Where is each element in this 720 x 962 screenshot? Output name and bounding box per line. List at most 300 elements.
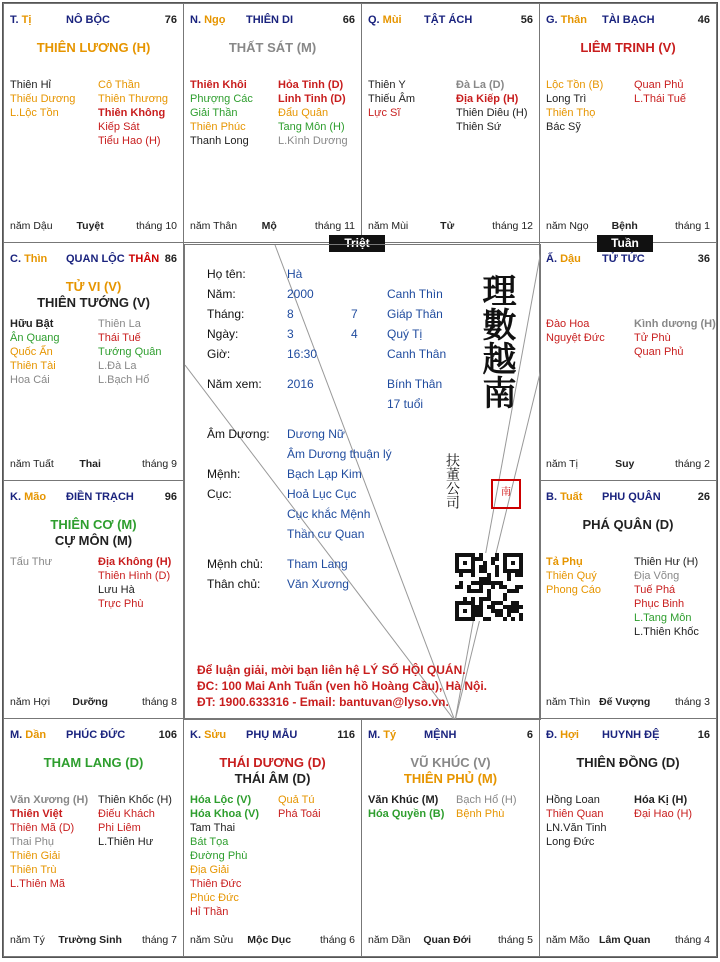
minor-star: Thiên Sứ: [456, 121, 502, 133]
palace-truong-sinh: Quan Đới: [423, 934, 472, 946]
minor-star: Trực Phù: [98, 598, 144, 610]
palace-age: 106: [158, 729, 177, 741]
main-star: THIÊN PHỦ (M): [403, 771, 498, 786]
hour-can: Canh Thân: [387, 347, 447, 361]
main-star: CỰ MÔN (M): [54, 533, 133, 548]
palace-footer: [10, 696, 177, 710]
palace-branch: [546, 253, 581, 265]
palace-header: [10, 729, 177, 745]
minor-star: Phúc Đức: [190, 892, 239, 904]
palace-age: 16: [697, 729, 710, 741]
star-column-left: [10, 317, 98, 387]
minor-star: Giải Thần: [190, 107, 238, 119]
minor-star: Thiên Giải: [10, 850, 61, 862]
main-stars: [184, 40, 361, 56]
minor-star: Bệnh Phù: [456, 808, 505, 820]
minor-star: Hóa Quyền (B): [368, 808, 445, 820]
palace-age: 46: [697, 14, 710, 26]
minor-star: Thiên Y: [368, 79, 406, 91]
palace-stem: Đ.: [546, 729, 561, 741]
minor-star: Bát Tọa: [190, 836, 229, 848]
palace-branch-name: Dần: [25, 729, 47, 741]
star-column-left: [546, 317, 634, 345]
minor-star: Địa Không (H): [98, 556, 172, 568]
palace-stem: Ấ.: [546, 253, 561, 265]
star-column-left: [368, 78, 456, 120]
star-column-left: [546, 555, 634, 597]
palace-year: năm Mão: [546, 934, 590, 946]
minor-star: L.Thái Tuế: [634, 93, 686, 105]
minor-star: Đà La (D): [456, 79, 505, 91]
palace-year: năm Tý: [10, 934, 45, 946]
year-can: Canh Thìn: [387, 287, 443, 301]
minor-star: Thiên Đức: [190, 878, 242, 890]
minor-star: Hóa Khoa (V): [190, 808, 260, 820]
minor-star: Thiên Trù: [10, 864, 57, 876]
palace-header: [10, 491, 177, 507]
main-star: TỬ VI (V): [65, 279, 122, 294]
minor-star: Thiên Quý: [546, 570, 597, 582]
minor-star: Tấu Thư: [10, 556, 53, 568]
minor-star: Lộc Tồn (B): [546, 79, 604, 91]
minor-star: Tử Phù: [634, 332, 671, 344]
palace-branch-name: Mão: [24, 491, 47, 503]
name-value: Hà: [287, 267, 303, 281]
minor-star: Hồng Loan: [546, 794, 600, 806]
palace-footer: [190, 220, 355, 234]
palace-truong-sinh: Tuyệt: [76, 220, 104, 232]
palace-stem: G.: [546, 14, 561, 26]
main-stars: [4, 279, 183, 311]
palace-branch: [10, 14, 31, 26]
minor-star: L.Đà La: [98, 360, 137, 372]
minor-star: Hữu Bật: [10, 318, 54, 330]
palace-header: [546, 253, 710, 269]
palace-month: tháng 10: [136, 220, 177, 232]
minor-star: Phong Cáo: [546, 584, 602, 596]
palace-stem: N.: [190, 14, 205, 26]
minor-star: Thiên La: [98, 318, 141, 330]
palace-mao[interactable]: [3, 480, 184, 719]
minor-star: Thiên Việt: [10, 808, 63, 820]
main-star: THÁI DƯƠNG (D): [219, 755, 326, 770]
minor-star: Linh Tinh (D): [278, 93, 346, 105]
qr-code-icon: [455, 553, 523, 621]
minor-star: Quả Tú: [278, 794, 315, 806]
palace-truong-sinh: Trường Sinh: [58, 934, 122, 946]
palace-age: 56: [520, 14, 533, 26]
main-stars: [4, 40, 183, 56]
palace-age: 6: [526, 729, 533, 741]
star-column-right: [278, 78, 362, 148]
palace-branch: [190, 14, 225, 26]
main-star: THAM LANG (D): [43, 755, 144, 770]
minor-star: Thiếu Âm: [368, 93, 416, 105]
palace-branch: [10, 491, 46, 503]
star-column-right: [634, 555, 717, 639]
palace-mui[interactable]: [361, 3, 540, 243]
cuc-value: Hoả Lục Cục: [287, 487, 357, 501]
minor-star: Hỏa Tinh (D): [278, 79, 344, 91]
star-column-right: [634, 317, 717, 359]
menh-label: Mệnh:: [207, 467, 241, 481]
palace-name: THIÊN DI: [246, 14, 294, 26]
palace-ti[interactable]: [3, 3, 184, 243]
star-column-left: [546, 793, 634, 849]
minor-star: Nguyệt Đức: [546, 332, 605, 344]
minor-star: Thiên Khôi: [190, 79, 247, 91]
palace-name: ĐIỀN TRẠCH: [66, 491, 134, 503]
main-star: VŨ KHÚC (V): [410, 755, 491, 770]
palace-truong-sinh: Tử: [440, 220, 455, 232]
minor-star: L.Thiên Hư: [98, 836, 154, 848]
day-lunar: 4: [351, 327, 358, 341]
palace-month: tháng 9: [141, 458, 177, 470]
day-label: Ngày:: [207, 327, 239, 341]
palace-header: [190, 729, 355, 745]
star-column-right: [98, 317, 184, 387]
palace-year: năm Thân: [190, 220, 238, 232]
palace-stem: T.: [10, 14, 22, 26]
day-can: Quý Tị: [387, 327, 423, 341]
minor-star: Bác Sỹ: [546, 121, 581, 133]
minor-star: Thiên Hỉ: [10, 79, 51, 91]
palace-month: tháng 1: [674, 220, 710, 232]
palace-branch-name: Dậu: [560, 253, 581, 265]
minor-star: Thiên Phúc: [190, 121, 246, 133]
view-year-label: Năm xem:: [207, 377, 262, 391]
minor-star: Tuế Phá: [634, 584, 676, 596]
palace-header: [546, 491, 710, 507]
palace-thin[interactable]: [3, 242, 184, 481]
palace-dan[interactable]: [3, 718, 184, 957]
palace-header: [10, 253, 177, 269]
minor-star: Tang Môn (H): [278, 121, 345, 133]
minor-star: Phượng Các: [190, 93, 253, 105]
tuan-tag: Tuần: [597, 235, 653, 252]
minor-star: Kình dương (H): [634, 318, 716, 330]
star-column-right: [634, 793, 717, 821]
minor-star: Đẩu Quân: [278, 107, 329, 119]
palace-footer: [190, 934, 355, 948]
palace-truong-sinh: Bệnh: [611, 220, 638, 232]
palace-footer: [368, 220, 533, 234]
palace-tuat[interactable]: [539, 480, 717, 719]
palace-header: [546, 14, 710, 30]
palace-footer: [546, 934, 710, 948]
palace-year: năm Sửu: [190, 934, 234, 946]
than-marker: THÂN: [128, 253, 160, 265]
palace-age: 86: [164, 253, 177, 265]
palace-footer: [10, 220, 177, 234]
amduong-label: Âm Dương:: [207, 427, 270, 441]
main-stars: [362, 755, 539, 787]
minor-star: Hóa Kị (H): [634, 794, 688, 806]
center-panel: [184, 244, 541, 720]
palace-month: tháng 7: [141, 934, 177, 946]
palace-branch: [10, 729, 46, 741]
palace-year: năm Hợi: [10, 696, 51, 708]
palace-truong-sinh: Dưỡng: [72, 696, 108, 708]
star-column-left: [10, 793, 98, 891]
palace-year: năm Tị: [546, 458, 578, 470]
palace-branch: [546, 729, 579, 741]
minor-star: Thiên Diêu (H): [456, 107, 528, 119]
palace-name: PHÚC ĐỨC: [66, 729, 126, 741]
minor-star: Ân Quang: [10, 332, 60, 344]
palace-stem: C.: [10, 253, 25, 265]
star-column-right: [634, 78, 717, 106]
minor-star: Tam Thai: [190, 822, 236, 834]
star-column-right: [278, 793, 362, 821]
thanchu-label: Thân chủ:: [207, 577, 261, 591]
minor-star: Tiểu Hao (H): [98, 135, 161, 147]
palace-branch: [190, 729, 226, 741]
main-star: THẤT SÁT (M): [228, 40, 317, 55]
minor-star: Văn Xương (H): [10, 794, 89, 806]
star-column-left: [546, 78, 634, 134]
palace-footer: [10, 458, 177, 472]
palace-branch-name: Mùi: [382, 14, 402, 26]
month-lunar: 7: [351, 307, 358, 321]
palace-age: 116: [337, 729, 355, 741]
palace-header: [368, 14, 533, 30]
palace-branch: [368, 14, 402, 26]
month-value: 8: [287, 307, 294, 321]
palace-stem: B.: [546, 491, 561, 503]
palace-stem: M.: [10, 729, 26, 741]
minor-star: LN.Văn Tinh: [546, 822, 607, 834]
month-can: Giáp Thân: [387, 307, 443, 321]
palace-month: tháng 6: [319, 934, 355, 946]
star-column-left: [190, 793, 278, 919]
minor-star: Địa Giải: [190, 864, 230, 876]
main-star: LIÊM TRINH (V): [580, 40, 676, 55]
palace-year: năm Ngọ: [546, 220, 589, 232]
palace-name: TẬT ÁCH: [424, 14, 473, 26]
minor-star: Thiên Khốc (H): [98, 794, 172, 806]
minor-star: Kiếp Sát: [98, 121, 140, 133]
main-star: PHÁ QUÂN (D): [582, 517, 674, 532]
minor-star: Địa Võng: [634, 570, 680, 582]
name-label: Họ tên:: [207, 267, 246, 281]
star-column-right: [98, 78, 184, 148]
minor-star: L.Kình Dương: [278, 135, 348, 147]
star-column-right: [98, 555, 184, 611]
minor-star: L.Thiên Mã: [10, 878, 66, 890]
calligraphy-seal: 理數越南: [476, 273, 516, 409]
minor-star: Thiên Không: [98, 107, 166, 119]
palace-truong-sinh: Mộ: [261, 220, 277, 232]
palace-branch: [546, 14, 587, 26]
palace-month: tháng 11: [314, 220, 355, 232]
minor-star: Phá Toái: [278, 808, 321, 820]
palace-branch: [368, 729, 396, 741]
palace-year: năm Dậu: [10, 220, 53, 232]
minor-star: L.Thiên Khốc: [634, 626, 699, 638]
contact-line-1: Để luận giải, mời bạn liên hệ LÝ SỐ HỘI QUÁN.: [197, 663, 466, 677]
minor-star: Thiên Hình (D): [98, 570, 171, 582]
palace-branch-name: Tý: [383, 729, 397, 741]
minor-star: Long Trì: [546, 93, 587, 105]
palace-branch-name: Thìn: [24, 253, 48, 265]
minor-star: Long Đức: [546, 836, 595, 848]
main-stars: [540, 517, 716, 533]
star-column-left: [368, 793, 456, 821]
palace-branch-name: Ngọ: [204, 14, 226, 26]
minor-star: Quan Phủ: [634, 79, 684, 91]
palace-dau[interactable]: [539, 242, 717, 481]
minor-star: Bạch Hổ (H): [456, 794, 517, 806]
palace-than[interactable]: [539, 3, 717, 243]
minor-star: Thiếu Dương: [10, 93, 76, 105]
palace-stem: K.: [10, 491, 25, 503]
palace-stem: Q.: [368, 14, 383, 26]
minor-star: Đường Phù: [190, 850, 248, 862]
palace-header: [190, 14, 355, 30]
palace-truong-sinh: Lâm Quan: [599, 934, 651, 946]
palace-name: HUYNH ĐỆ: [602, 729, 660, 741]
amduong-note: Âm Dương thuận lý: [287, 447, 392, 461]
palace-year: năm Thìn: [546, 696, 591, 708]
palace-branch: [546, 491, 582, 503]
palace-truong-sinh: Mộc Dục: [247, 934, 292, 946]
palace-footer: [546, 696, 710, 710]
main-stars: [540, 40, 716, 56]
star-column-right: [456, 793, 540, 821]
palace-name: NÔ BỘC: [66, 14, 110, 26]
palace-hoi[interactable]: [539, 718, 717, 957]
age-value: 17 tuổi: [387, 397, 424, 411]
minor-star: L.Tang Môn: [634, 612, 692, 624]
minor-star: Thiên Hư (H): [634, 556, 699, 568]
palace-month: tháng 12: [492, 220, 533, 232]
palace-month: tháng 2: [674, 458, 710, 470]
contact-line-2: ĐC: 100 Mai Anh Tuấn (ven hồ Hoàng Cầu), Hà Nội.: [197, 679, 488, 693]
contact-line-3: ĐT: 1900.633316 - Email: bantuvan@lyso.vn.: [197, 695, 449, 709]
palace-year: năm Mùi: [368, 220, 409, 232]
day-value: 3: [287, 327, 294, 341]
minor-star: Phi Liêm: [98, 822, 141, 834]
palace-truong-sinh: Suy: [615, 458, 635, 470]
hour-value: 16:30: [287, 347, 318, 361]
minor-star: Thiên Quan: [546, 808, 604, 820]
palace-age: 26: [697, 491, 710, 503]
minor-star: Hoa Cái: [10, 374, 50, 386]
palace-branch-name: Thân: [560, 14, 587, 26]
star-column-left: [10, 555, 98, 569]
main-stars: [540, 755, 716, 771]
palace-ngo[interactable]: [183, 3, 362, 243]
minor-star: L.Bạch Hổ: [98, 374, 150, 386]
palace-header: [368, 729, 533, 745]
minor-star: Thai Phụ: [10, 836, 55, 848]
hour-label: Giờ:: [207, 347, 231, 361]
palace-truong-sinh: Đế Vượng: [599, 696, 651, 708]
minor-star: Thiên Mã (D): [10, 822, 75, 834]
calligraphy-side: 扶董公司: [444, 453, 460, 509]
minor-star: Thiên Thương: [98, 93, 169, 105]
palace-ty[interactable]: [361, 718, 540, 957]
minor-star: Cô Thần: [98, 79, 140, 91]
triet-tag: Triệt: [329, 235, 385, 252]
minor-star: Đại Hao (H): [634, 808, 693, 820]
menhchu-label: Mệnh chủ:: [207, 557, 264, 571]
menhchu-value: Tham Lang: [287, 557, 348, 571]
minor-star: Thiên Thọ: [546, 107, 596, 119]
palace-age: 96: [164, 491, 177, 503]
palace-month: tháng 8: [141, 696, 177, 708]
star-column-right: [98, 793, 184, 849]
palace-header: [546, 729, 710, 745]
main-stars: [4, 517, 183, 549]
main-star: THIÊN ĐỒNG (D): [576, 755, 680, 770]
palace-name: PHỤ MẪU: [246, 729, 298, 741]
palace-name: MỆNH: [424, 729, 457, 741]
minor-star: Quốc Ấn: [10, 346, 53, 358]
year-label: Năm:: [207, 287, 236, 301]
minor-star: L.Lộc Tồn: [10, 107, 59, 119]
minor-star: Điếu Khách: [98, 808, 155, 820]
palace-age: 66: [342, 14, 355, 26]
palace-name: TÀI BẠCH: [602, 14, 655, 26]
minor-star: Tướng Quân: [98, 346, 162, 358]
month-label: Tháng:: [207, 307, 245, 321]
cuc-label: Cục:: [207, 487, 232, 501]
aspect-line: [455, 365, 541, 720]
palace-year: năm Dần: [368, 934, 411, 946]
palace-month: tháng 3: [674, 696, 710, 708]
minor-star: Hỉ Thần: [190, 906, 229, 918]
palace-name: TỬ TỨC: [602, 253, 645, 265]
menh-value: Bạch Lạp Kim: [287, 467, 362, 481]
cuc-note2: Thần cư Quan: [287, 527, 365, 541]
thanchu-value: Văn Xương: [287, 577, 349, 591]
minor-star: Hóa Lộc (V): [190, 794, 252, 806]
year-value: 2000: [287, 287, 314, 301]
minor-star: Phục Binh: [634, 598, 685, 610]
star-column-left: [190, 78, 278, 148]
minor-star: Thiên Tài: [10, 360, 56, 372]
cuc-note1: Cục khắc Mệnh: [287, 507, 371, 521]
palace-footer: [546, 220, 710, 234]
view-can: Bính Thân: [387, 377, 443, 391]
palace-branch-name: Hợi: [560, 729, 579, 741]
palace-age: 76: [164, 14, 177, 26]
palace-truong-sinh: Thai: [79, 458, 101, 470]
palace-suu[interactable]: [183, 718, 362, 957]
palace-year: năm Tuất: [10, 458, 54, 470]
main-star: THIÊN TƯỚNG (V): [37, 295, 150, 310]
minor-star: Thanh Long: [190, 135, 249, 147]
palace-footer: [368, 934, 533, 948]
minor-star: Quan Phủ: [634, 346, 684, 358]
view-year: 2016: [287, 377, 314, 391]
minor-star: Địa Kiếp (H): [456, 93, 519, 105]
palace-month: tháng 4: [674, 934, 710, 946]
main-stars: [4, 755, 183, 771]
minor-star: Đào Hoa: [546, 318, 590, 330]
main-star: THIÊN CƠ (M): [50, 517, 137, 532]
red-stamp: 南: [491, 479, 521, 509]
minor-star: Văn Khúc (M): [368, 794, 439, 806]
palace-age: 36: [697, 253, 710, 265]
palace-stem: M.: [368, 729, 384, 741]
minor-star: Lực Sĩ: [368, 107, 401, 119]
chart-board: [2, 2, 718, 958]
palace-footer: [10, 934, 177, 948]
star-column-right: [456, 78, 540, 134]
